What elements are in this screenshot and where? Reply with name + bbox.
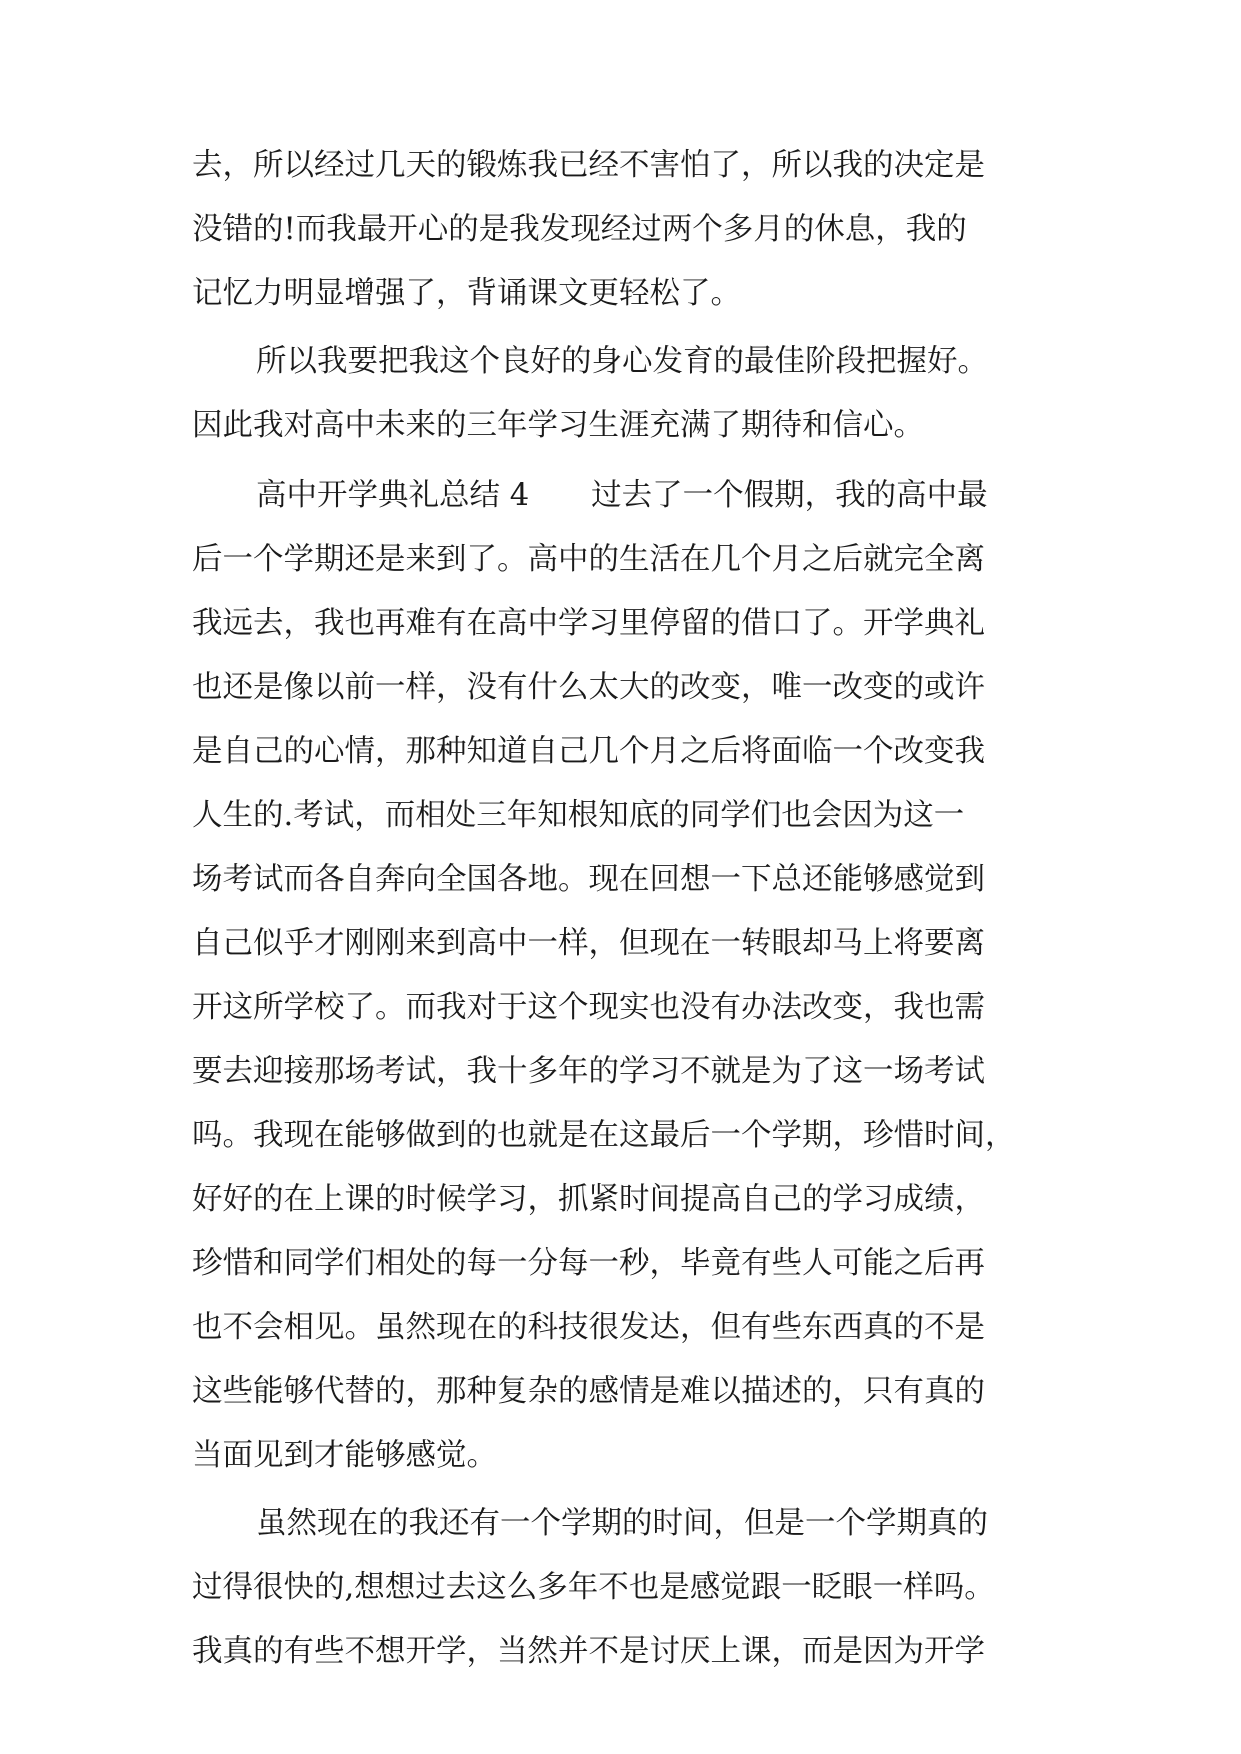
text-line: 人生的.考试，而相处三年知根知底的同学们也会因为这一	[192, 798, 965, 833]
text-line: 虽然现在的我还有一个学期的时间，但是一个学期真的	[256, 1506, 988, 1541]
section-heading-line	[256, 466, 988, 526]
text-line: 自己似乎才刚刚来到高中一样，但现在一转眼却马上将要离	[192, 926, 985, 961]
text-line: 过得很快的,想想过去这么多年不也是感觉跟一眨眼一样吗。	[192, 1570, 995, 1605]
text-line: 所以我要把我这个良好的身心发育的最佳阶段把握好。	[256, 344, 988, 379]
text-line: 也不会相见。虽然现在的科技很发达，但有些东西真的不是	[192, 1310, 985, 1345]
text-line: 记忆力明显增强了，背诵课文更轻松了。	[192, 276, 741, 311]
text-line: 吗。我现在能够做到的也就是在这最后一个学期，珍惜时间，	[192, 1118, 1016, 1153]
section-heading: 高中开学典礼总结 4	[256, 478, 530, 513]
text-line: 这些能够代替的，那种复杂的感情是难以描述的，只有真的	[192, 1374, 985, 1409]
text-line: 去，所以经过几天的锻炼我已经不害怕了，所以我的决定是	[192, 148, 985, 183]
text-line: 场考试而各自奔向全国各地。现在回想一下总还能够感觉到	[192, 862, 985, 897]
text-line: 珍惜和同学们相处的每一分每一秒，毕竟有些人可能之后再	[192, 1246, 985, 1281]
text-line: 当面见到才能够感觉。	[192, 1438, 497, 1473]
text-line: 也还是像以前一样，没有什么太大的改变，唯一改变的或许	[192, 670, 985, 705]
text-line: 是自己的心情，那种知道自己几个月之后将面临一个改变我	[192, 734, 985, 769]
text-line: 没错的!而我最开心的是我发现经过两个多月的休息，我的	[192, 212, 967, 247]
text-line: 要去迎接那场考试，我十多年的学习不就是为了这一场考试	[192, 1054, 985, 1089]
text-line: 我远去，我也再难有在高中学习里停留的借口了。开学典礼	[192, 606, 985, 641]
text-line: 好好的在上课的时候学习，抓紧时间提高自己的学习成绩，	[192, 1182, 985, 1217]
text-line: 过去了一个假期，我的高中最	[591, 478, 988, 513]
text-line: 因此我对高中未来的三年学习生涯充满了期待和信心。	[192, 408, 924, 443]
text-line: 开这所学校了。而我对于这个现实也没有办法改变，我也需	[192, 990, 985, 1025]
text-line: 后一个学期还是来到了。高中的生活在几个月之后就完全离	[192, 542, 985, 577]
text-line: 我真的有些不想开学，当然并不是讨厌上课，而是因为开学	[192, 1634, 985, 1669]
